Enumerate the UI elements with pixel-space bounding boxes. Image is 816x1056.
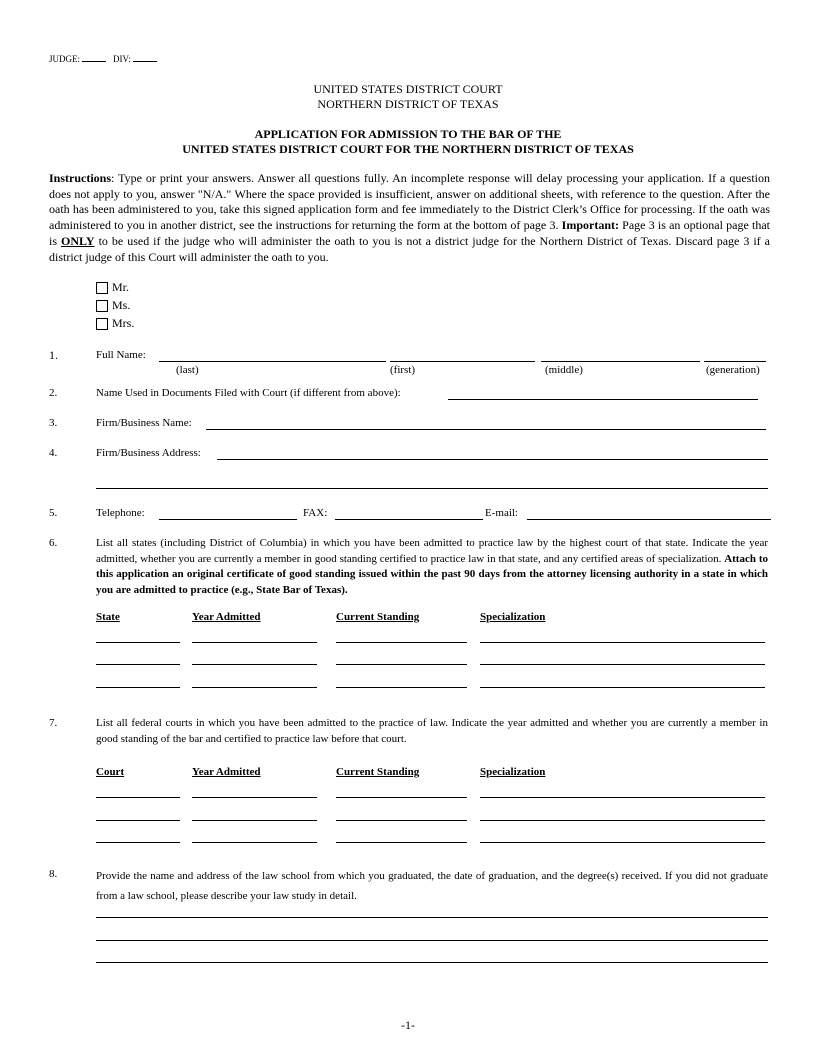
title-line-2: UNITED STATES DISTRICT COURT FOR THE NORTHERN DISTRICT OF TEXAS — [182, 142, 634, 156]
q6-header-specialization: Specialization — [480, 611, 546, 623]
label-mrs: Mrs. — [112, 316, 135, 330]
q6-text — [96, 536, 768, 598]
q7-row3-year[interactable] — [192, 842, 317, 843]
sub-last: (last) — [176, 364, 199, 376]
full-name-first-field[interactable] — [390, 361, 535, 362]
label-ms: Ms. — [112, 298, 131, 312]
instructions-paragraph — [49, 171, 770, 265]
fax-field[interactable] — [335, 519, 483, 520]
court-line-1: UNITED STATES DISTRICT COURT — [313, 82, 503, 96]
q7-row1-specialization[interactable] — [480, 797, 765, 798]
q7-header-standing: Current Standing — [336, 766, 420, 778]
q7-text: List all federal courts in which you have been admitted to the practice of law. Indicate the year admitted and whether you are currently a member in good standing of the bar and certified to practice law before that court. — [96, 717, 768, 745]
q6-row2-state[interactable] — [96, 664, 180, 665]
q6-row1-year[interactable] — [192, 642, 317, 643]
div-label: DIV: — [113, 54, 131, 64]
q7-row1-court[interactable] — [96, 797, 180, 798]
q7-row1-year[interactable] — [192, 797, 317, 798]
q1-number: 1. — [49, 348, 58, 362]
q7-header-year: Year Admitted — [192, 766, 261, 778]
q4-number: 4. — [49, 447, 58, 459]
q8-text: Provide the name and address of the law school from which you graduated, the date of graduation, and the degree(s) received. If you did not graduate from a law school, please describe your law study in detail. — [96, 870, 768, 902]
title-line-1: APPLICATION FOR ADMISSION TO THE BAR OF THE — [254, 127, 562, 141]
q6-header-state: State — [96, 611, 120, 623]
telephone-field[interactable] — [159, 519, 297, 520]
checkbox-ms[interactable] — [96, 300, 108, 312]
q1-label: Full Name: — [96, 349, 146, 361]
q6-row1-standing[interactable] — [336, 642, 467, 643]
q7-row3-standing[interactable] — [336, 842, 467, 843]
q8-answer-line-1[interactable] — [96, 917, 768, 918]
q6-text-plain: List all states (including District of Columbia) in which you have been admitted to practice law by the highest court of that state. Indicate the year admitted, whether you are currently a member in good standing certified to practice law in that state, and any certified areas of specialization. — [96, 537, 768, 565]
q7-row2-year[interactable] — [192, 820, 317, 821]
full-name-generation-field[interactable] — [704, 361, 766, 362]
court-name — [0, 82, 816, 112]
q3-label: Firm/Business Name: — [96, 417, 192, 429]
q7-row2-specialization[interactable] — [480, 820, 765, 821]
q8-number: 8. — [49, 868, 58, 880]
q6-row1-specialization[interactable] — [480, 642, 765, 643]
q6-number: 6. — [49, 537, 58, 549]
sub-first: (first) — [390, 364, 416, 376]
q7-row2-standing[interactable] — [336, 820, 467, 821]
page-number: -1- — [401, 1018, 415, 1032]
q6-row1-state[interactable] — [96, 642, 180, 643]
email-field[interactable] — [527, 519, 771, 520]
full-name-middle-field[interactable] — [541, 361, 700, 362]
div-blank[interactable] — [133, 61, 157, 62]
q7-header-court: Court — [96, 766, 125, 778]
judge-label: JUDGE: — [49, 54, 80, 64]
form-title — [0, 127, 816, 157]
q6-text-bold: Attach to this application an original certificate of good standing issued within the past 90 days from the attorney licensing authority in a state in which you are admitted to practice (e.g., State Bar of Texas). — [96, 552, 769, 596]
instructions-text-2: Page 3 is an optional page that is — [49, 218, 771, 248]
judge-blank[interactable] — [82, 61, 106, 62]
q8-answer-line-2[interactable] — [96, 940, 768, 941]
checkbox-mrs[interactable] — [96, 318, 108, 330]
q6-row3-standing[interactable] — [336, 687, 467, 688]
q4-label: Firm/Business Address: — [96, 447, 201, 459]
q6-header-year: Year Admitted — [192, 611, 261, 623]
only-emphasis: ONLY — [61, 233, 95, 248]
q7-header-specialization: Specialization — [480, 766, 546, 778]
instructions-label: Instructions — [49, 171, 112, 185]
q5-number: 5. — [49, 507, 58, 519]
q7-number: 7. — [49, 717, 58, 729]
q6-row2-year[interactable] — [192, 664, 317, 665]
sub-generation: (generation) — [706, 364, 760, 376]
q7-row3-specialization[interactable] — [480, 842, 765, 843]
q2-label: Name Used in Documents Filed with Court (if different from above): — [96, 387, 401, 399]
telephone-label: Telephone: — [96, 507, 145, 519]
firm-name-field[interactable] — [206, 429, 766, 430]
q6-row2-standing[interactable] — [336, 664, 467, 665]
judge-div-header — [49, 54, 157, 64]
q7-row3-court[interactable] — [96, 842, 180, 843]
q8-answer-line-3[interactable] — [96, 962, 768, 963]
q6-row3-specialization[interactable] — [480, 687, 765, 688]
fax-label: FAX: — [303, 507, 328, 519]
firm-address-field-2[interactable] — [96, 488, 768, 489]
q3-number: 3. — [49, 417, 58, 429]
q7-row1-standing[interactable] — [336, 797, 467, 798]
other-name-field[interactable] — [448, 399, 758, 400]
instructions-text-3: to be used if the judge who will administer the oath to you is not a district judge for the Northern District of Texas. Discard page 3 if a district judge of this Court will administer the oath to you. — [49, 233, 770, 264]
q2-number: 2. — [49, 387, 58, 399]
q6-row3-state[interactable] — [96, 687, 180, 688]
sub-middle: (middle) — [545, 364, 583, 376]
q7-row2-court[interactable] — [96, 820, 180, 821]
label-mr: Mr. — [112, 280, 130, 294]
q6-row3-year[interactable] — [192, 687, 317, 688]
q6-row2-specialization[interactable] — [480, 664, 765, 665]
important-label: Important: — [561, 218, 619, 233]
checkbox-mr[interactable] — [96, 282, 108, 294]
q6-header-standing: Current Standing — [336, 611, 420, 623]
full-name-last-field[interactable] — [159, 361, 386, 362]
email-label: E-mail: — [485, 507, 518, 519]
court-line-2: NORTHERN DISTRICT OF TEXAS — [317, 97, 499, 111]
instructions-text-1: : Type or print your answers. Answer all questions fully. An incomplete response will delay processing your application. If a question does not apply to you, answer "N/A." Where the space provided is insufficient, answer on additional sheets, with reference to the question. After the oath has been administered to you, take this signed application form and fee immediately to the District Clerk’s Office for processing. If the oath was administered to you in another district, see the instructions for returning the form at the bottom of page 3. — [49, 171, 770, 233]
firm-address-field-1[interactable] — [217, 459, 768, 460]
